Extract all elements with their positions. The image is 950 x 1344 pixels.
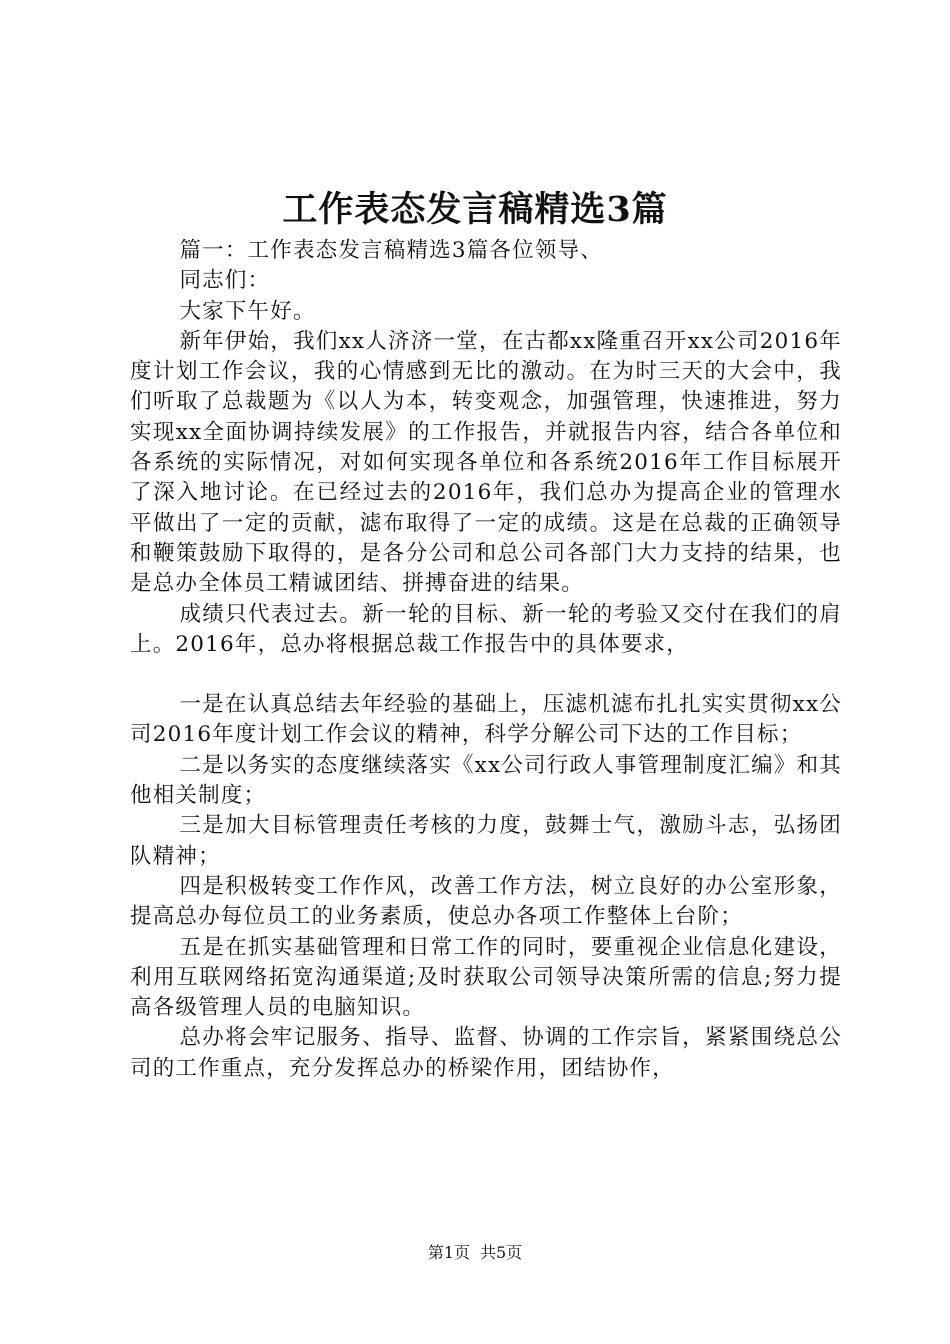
paragraph-closing: 总办将会牢记服务、指导、监督、协调的工作宗旨，紧紧围绕总公司的工作重点，充分发挥总办的桥梁作用，团结协作，	[130, 1025, 842, 1081]
paragraph-achievements: 成绩只代表过去。新一轮的目标、新一轮的考验又交付在我们的肩上。2016年，总办将根据总裁工作报告中的具体要求，	[130, 601, 842, 657]
paragraph-point-four: 四是积极转变工作作风，改善工作方法，树立良好的办公室形象，提高总办每位员工的业务素质，使总办各项工作整体上台阶；	[130, 873, 842, 930]
paragraph-point-one: 一是在认真总结去年经验的基础上，压滤机滤布扎扎实实贯彻xx公司2016年度计划工作会议的精神，科学分解公司下达的工作目标；	[130, 692, 842, 748]
paragraph-salutation: 同志们：	[179, 268, 271, 294]
document-body	[130, 236, 842, 1084]
page-number: 第1页	[427, 1243, 470, 1262]
paragraph-point-two: 二是以务实的态度继续落实《xx公司行政人事管理制度汇编》和其他相关制度；	[130, 752, 842, 809]
paragraph-point-five: 五是在抓实基础管理和日常工作的同时，要重视企业信息化建设，利用互联网络拓宽沟通渠道;及时获取公司领导决策所需的信息;努力提高各级管理人员的电脑知识。	[130, 934, 842, 1021]
page-footer	[0, 1242, 950, 1264]
paragraph-point-three: 三是加大目标管理责任考核的力度，鼓舞士气，激励斗志，弘扬团队精神；	[130, 813, 842, 869]
paragraph-greeting: 大家下午好。	[179, 298, 316, 324]
document-title: 工作表态发言稿精选3篇	[282, 189, 668, 230]
paragraph-intro: 新年伊始，我们xx人济济一堂，在古都xx隆重召开xx公司2016年度计划工作会议，我的心情感到无比的激动。在为时三天的大会中，我们听取了总裁题为《以人为本，转变观念，加强管理，快速推进，努力实现xx全面协调持续发展》的工作报告，并就报告内容，结合各单位和各系统的实际情况，对如何实现各单位和各系统2016年工作目标展开了深入地讨论。在已经过去的2016年，我们总办为提高企业的管理水平做出了一定的贡献，滤布取得了一定的成绩。这是在总裁的正确领导和鞭策鼓励下取得的，是各分公司和总公司各部门大力支持的结果，也是总办全体员工精诚团结、拼搏奋进的结果。	[130, 328, 842, 597]
paragraph-heading: 篇一：工作表态发言稿精选3篇各位领导、	[179, 238, 603, 263]
page-total: 共5页	[480, 1243, 523, 1262]
